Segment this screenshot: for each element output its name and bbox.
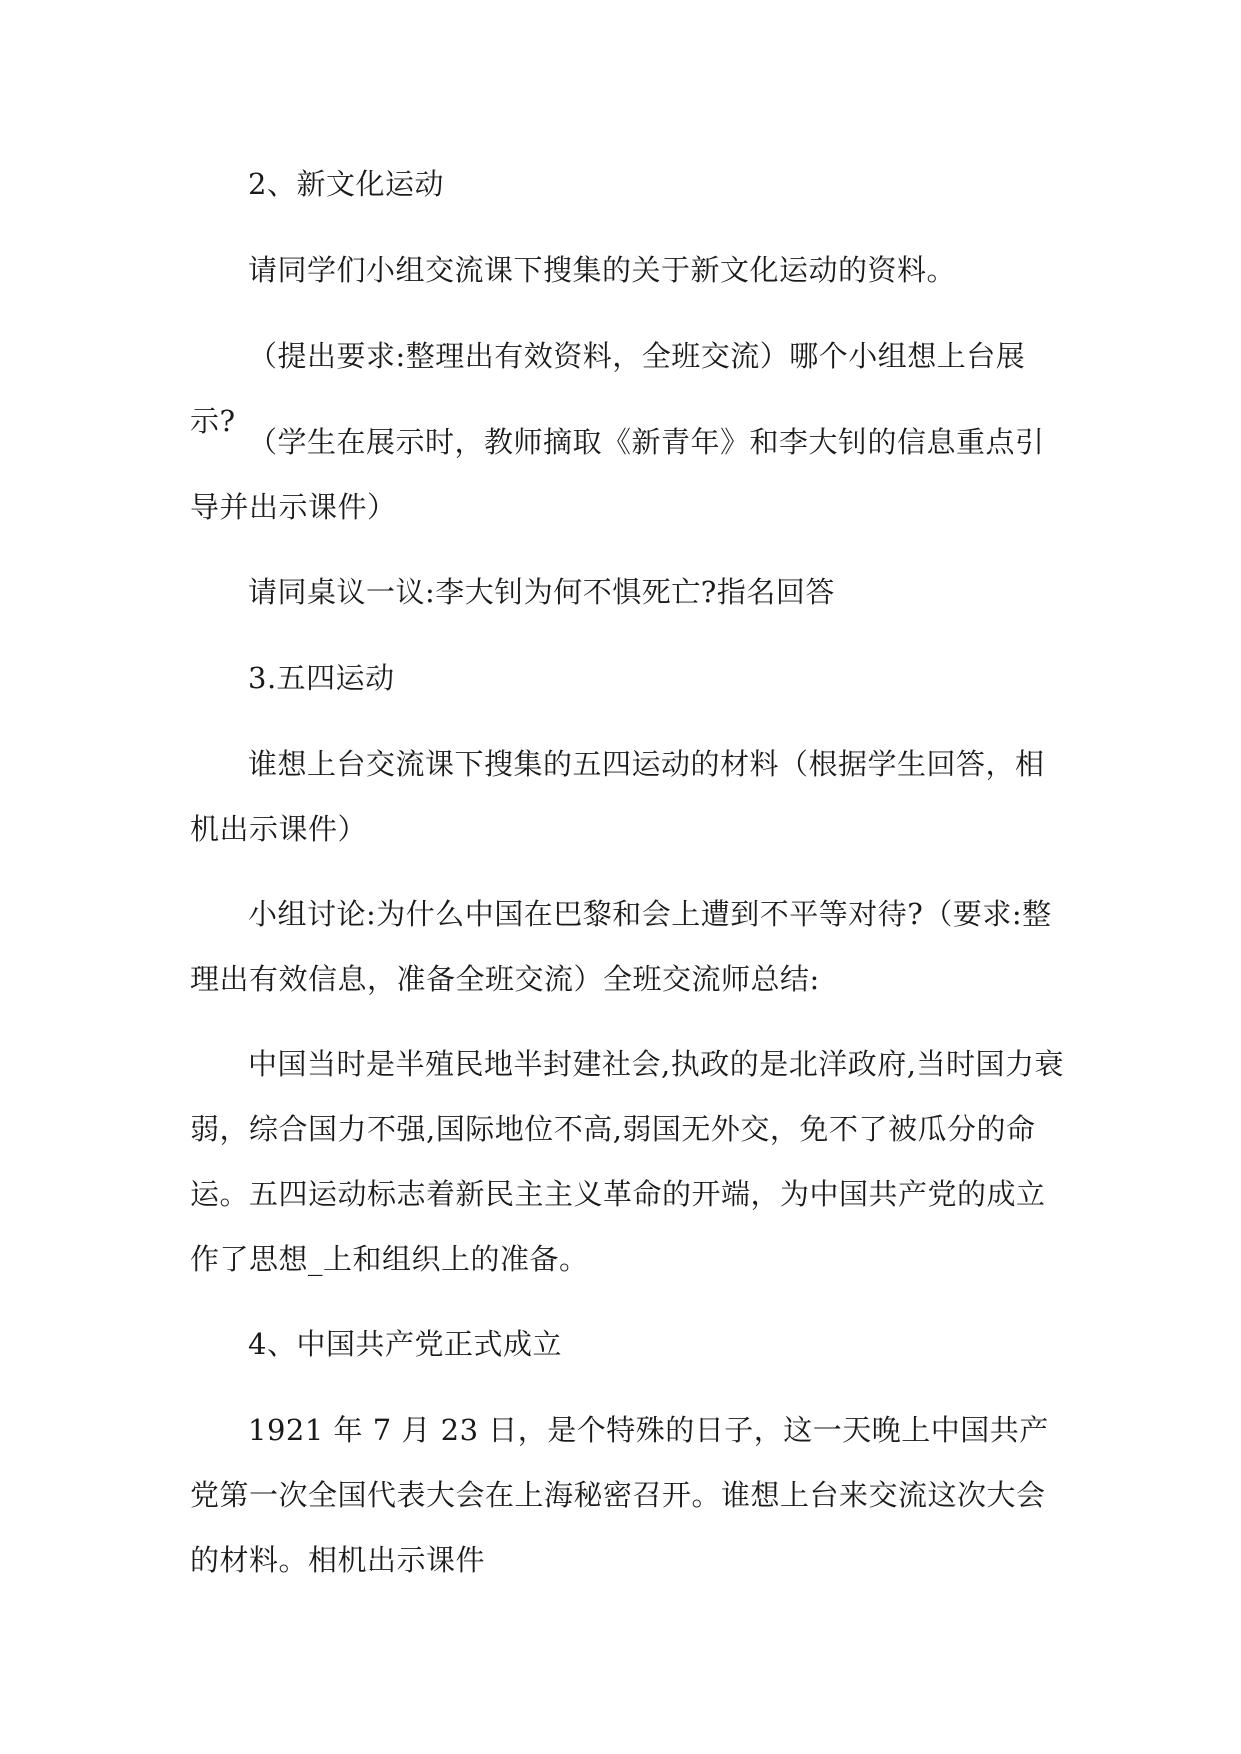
paragraph-requirement: （提出要求:整理出有效资料，全班交流）哪个小组想上台展示? [190, 339, 1026, 438]
section-heading-new-culture-movement: 2、新文化运动 [248, 167, 444, 201]
section-heading-may-fourth-movement: 3.五四运动 [248, 661, 395, 695]
paragraph-group-exchange: 请同学们小组交流课下搜集的关于新文化运动的资料。 [248, 253, 957, 287]
paragraph-teacher-summary: 中国当时是半殖民地半封建社会,执政的是北洋政府,当时国力衰弱，综合国力不强,国际地位不高,弱国无外交，免不了被瓜分的命运。五四运动标志着新民主主义革命的开端，为中国共产党的成立作了思想_上和组织上的准备。 [190, 1047, 1064, 1276]
paragraph-first-congress: 1921 年 7 月 23 日，是个特殊的日子，这一天晚上中国共产党第一次全国代表大会在上海秘密召开。谁想上台来交流这次大会的材料。相机出示课件 [190, 1413, 1049, 1577]
section-heading-cpc-founded: 4、中国共产党正式成立 [248, 1327, 562, 1361]
paragraph-group-discussion: 小组讨论:为什么中国在巴黎和会上遭到不平等对待?（要求:整理出有效信息，准备全班交流）全班交流师总结: [190, 897, 1052, 996]
paragraph-may-fourth-materials: 谁想上台交流课下搜集的五四运动的材料（根据学生回答，相机出示课件） [190, 747, 1045, 846]
paragraph-desk-discussion: 请同桌议一议:李大钊为何不惧死亡?指名回答 [248, 575, 835, 609]
paragraph-student-display: （学生在展示时，教师摘取《新青年》和李大钊的信息重点引导并出示课件） [190, 425, 1045, 524]
